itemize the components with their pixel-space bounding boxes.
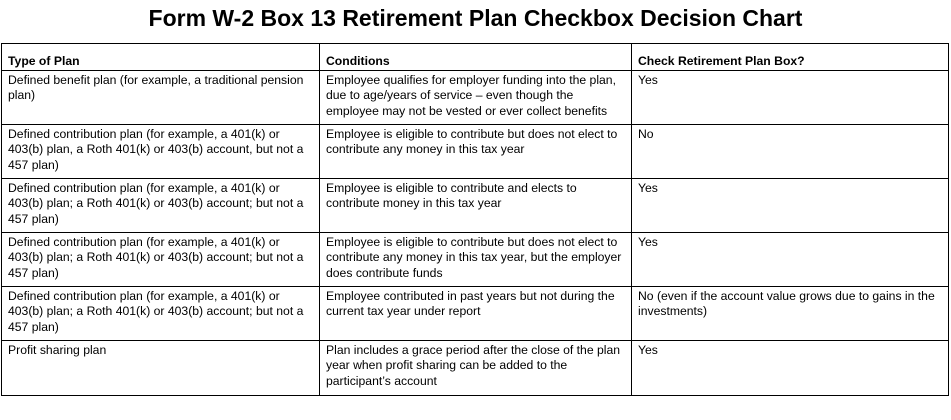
cell-plan-type: Defined contribution plan (for example, a 401(k) or 403(b) plan; a Roth 401(k) or 403(b) account; but not a 457 plan): [2, 286, 320, 340]
cell-plan-type: Defined contribution plan (for example, a 401(k) or 403(b) plan, a Roth 401(k) or 403(b) account, but not a 457 plan): [2, 124, 320, 178]
table-header-row: [2, 44, 949, 71]
cell-check-box: No (even if the account value grows due to gains in the investments): [632, 286, 949, 340]
cell-plan-type: Defined benefit plan (for example, a traditional pension plan): [2, 70, 320, 124]
cell-check-box: Yes: [632, 178, 949, 232]
cell-plan-type: Defined contribution plan (for example, a 401(k) or 403(b) plan; a Roth 401(k) or 403(b) account; but not a 457 plan): [2, 178, 320, 232]
table-row: [2, 178, 949, 232]
cell-check-box: Yes: [632, 70, 949, 124]
page-title: Form W-2 Box 13 Retirement Plan Checkbox Decision Chart: [148, 5, 803, 31]
table-row: [2, 232, 949, 286]
header-check-retirement-plan-box: Check Retirement Plan Box?: [632, 44, 949, 71]
header-conditions: Conditions: [320, 44, 632, 71]
cell-conditions: Employee is eligible to contribute but does not elect to contribute any money in this tax year, but the employer does contribute funds: [320, 232, 632, 286]
cell-check-box: No: [632, 124, 949, 178]
cell-conditions: Employee contributed in past years but not during the current tax year under report: [320, 286, 632, 340]
cell-conditions: Plan includes a grace period after the close of the plan year when profit sharing can be added to the participant’s account: [320, 340, 632, 395]
cell-conditions: Employee is eligible to contribute and elects to contribute money in this tax year: [320, 178, 632, 232]
cell-conditions: Employee qualifies for employer funding into the plan, due to age/years of service – even though the employee may not be vested or ever collect benefits: [320, 70, 632, 124]
table-row: [2, 286, 949, 340]
cell-check-box: Yes: [632, 340, 949, 395]
cell-plan-type: Profit sharing plan: [2, 340, 320, 395]
table-row: [2, 70, 949, 124]
cell-conditions: Employee is eligible to contribute but does not elect to contribute any money in this tax year: [320, 124, 632, 178]
cell-check-box: Yes: [632, 232, 949, 286]
header-type-of-plan: Type of Plan: [2, 44, 320, 71]
table-row: [2, 124, 949, 178]
cell-plan-type: Defined contribution plan (for example, a 401(k) or 403(b) plan; a Roth 401(k) or 403(b) account; but not a 457 plan): [2, 232, 320, 286]
decision-chart-table: [1, 43, 949, 396]
table-row: [2, 340, 949, 395]
